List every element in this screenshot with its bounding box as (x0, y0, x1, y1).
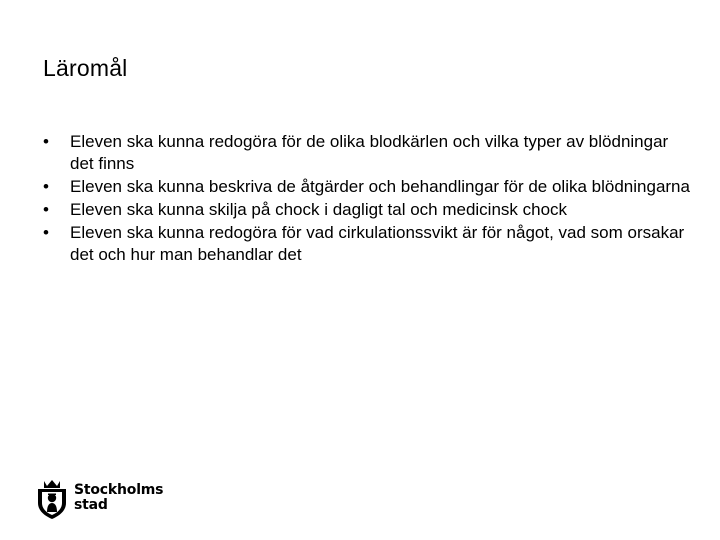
bullet-list (43, 131, 693, 267)
logo-wordmark (74, 483, 163, 513)
stockholms-stad-logo (36, 478, 166, 522)
bullet-item (43, 176, 693, 198)
bullet-symbol: • (43, 223, 49, 242)
logo-line-1: Stockholms (74, 482, 164, 498)
bullet-item (43, 222, 693, 266)
stockholm-crown-shield-icon (36, 478, 68, 520)
bullet-symbol: • (43, 200, 49, 219)
bullet-item (43, 131, 693, 175)
bullet-symbol: • (43, 177, 49, 196)
bullet-symbol: • (43, 132, 49, 151)
bullet-text: Eleven ska kunna beskriva de åtgärder och behandlingar för de olika blödningarna (70, 177, 690, 196)
bullet-text: Eleven ska kunna redogöra för vad cirkulationssvikt är för något, vad som orsakar det och hur man behandlar det (70, 223, 685, 264)
slide-title: Läromål (43, 55, 128, 81)
bullet-item (43, 199, 693, 221)
logo-line-2: stad (74, 497, 108, 513)
bullet-text: Eleven ska kunna redogöra för de olika blodkärlen och vilka typer av blödningar det finns (70, 132, 669, 173)
bullet-text: Eleven ska kunna skilja på chock i dagligt tal och medicinsk chock (70, 200, 568, 219)
